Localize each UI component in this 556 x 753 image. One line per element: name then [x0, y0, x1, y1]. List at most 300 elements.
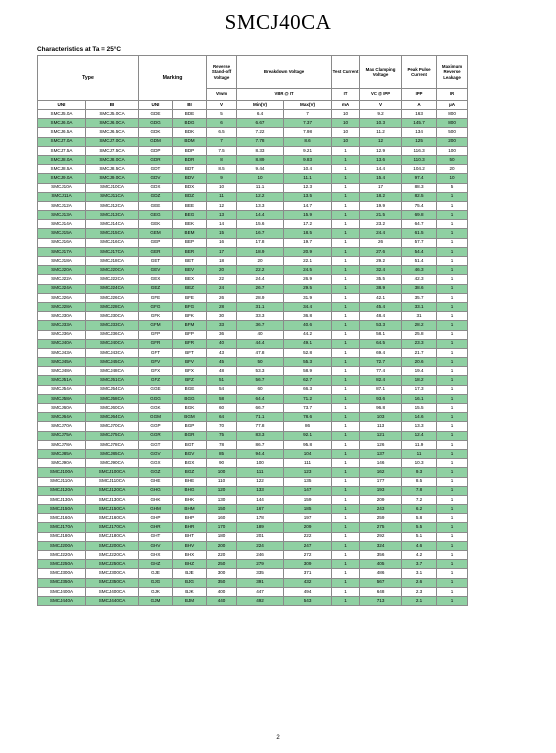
- table-cell: 10: [332, 110, 360, 119]
- table-cell: 494: [284, 587, 332, 596]
- table-cell: BJG: [173, 578, 207, 587]
- table-cell: 1: [332, 422, 360, 431]
- table-cell: 92.1: [284, 431, 332, 440]
- table-cell: 7.37: [284, 119, 332, 128]
- header-breakdown-voltage: Breakdown Voltage: [237, 56, 332, 89]
- table-cell: 50: [437, 155, 468, 164]
- table-cell: 40: [207, 339, 237, 348]
- table-cell: 209: [284, 523, 332, 532]
- table-row: [38, 339, 468, 348]
- table-cell: 47.8: [237, 348, 284, 357]
- unit-cell: BI: [173, 101, 207, 110]
- table-cell: 121: [360, 431, 402, 440]
- table-row: [38, 128, 468, 137]
- table-cell: 2.1: [402, 596, 437, 605]
- table-cell: 567: [360, 578, 402, 587]
- table-cell: 1: [437, 275, 468, 284]
- table-cell: 150: [207, 505, 237, 514]
- table-cell: 1: [332, 266, 360, 275]
- table-cell: 10: [332, 128, 360, 137]
- table-cell: 31.9: [284, 293, 332, 302]
- table-cell: SMCJ24CA: [86, 284, 139, 293]
- table-cell: 275: [360, 523, 402, 532]
- table-cell: 11.1: [237, 183, 284, 192]
- table-cell: 34.4: [284, 302, 332, 311]
- table-cell: 21.5: [360, 211, 402, 220]
- table-cell: 66.7: [237, 404, 284, 413]
- table-row: [38, 495, 468, 504]
- table-cell: BGE: [173, 385, 207, 394]
- table-cell: 45: [207, 358, 237, 367]
- table-cell: 36: [207, 330, 237, 339]
- table-cell: 8.5: [402, 477, 437, 486]
- header-clamping-voltage: Max Clamping Voltage: [360, 56, 402, 89]
- table-cell: 110: [207, 477, 237, 486]
- table-cell: 1: [332, 165, 360, 174]
- table-cell: BEG: [173, 211, 207, 220]
- table-cell: SMCJ54CA: [86, 385, 139, 394]
- table-cell: 77.8: [237, 422, 284, 431]
- table-cell: 1: [437, 551, 468, 560]
- table-cell: GDV: [139, 174, 173, 183]
- table-cell: BGX: [173, 459, 207, 468]
- table-cell: SMCJ40CA: [86, 339, 139, 348]
- table-cell: 120: [207, 486, 237, 495]
- table-cell: 82.4: [360, 376, 402, 385]
- table-cell: 70: [207, 422, 237, 431]
- table-cell: SMCJ14A: [38, 220, 86, 229]
- table-cell: 1: [437, 247, 468, 256]
- table-cell: 1: [332, 532, 360, 541]
- table-row: [38, 284, 468, 293]
- table-cell: 16: [207, 238, 237, 247]
- table-cell: 104: [284, 449, 332, 458]
- table-cell: SMCJ440CA: [86, 596, 139, 605]
- table-cell: 8.5: [207, 165, 237, 174]
- table-cell: SMCJ170CA: [86, 523, 139, 532]
- table-cell: 12: [207, 201, 237, 210]
- table-cell: SMCJ11A: [38, 192, 86, 201]
- table-cell: 52.8: [284, 348, 332, 357]
- table-cell: 3.7: [402, 560, 437, 569]
- table-cell: 28.9: [237, 293, 284, 302]
- table-cell: SMCJ36CA: [86, 330, 139, 339]
- table-cell: SMCJ100CA: [86, 468, 139, 477]
- table-cell: 23.2: [360, 220, 402, 229]
- table-cell: 1: [437, 560, 468, 569]
- table-cell: 1: [332, 201, 360, 210]
- table-cell: SMCJ12A: [38, 201, 86, 210]
- table-cell: GEZ: [139, 284, 173, 293]
- table-cell: SMCJ150A: [38, 505, 86, 514]
- table-row: [38, 404, 468, 413]
- table-row: [38, 229, 468, 238]
- table-cell: 20: [207, 266, 237, 275]
- table-cell: BEM: [173, 229, 207, 238]
- table-cell: SMCJ5.0CA: [86, 110, 139, 119]
- unit-cell: V: [207, 101, 237, 110]
- header-standoff-voltage: Reverse Stand-off Voltage: [207, 56, 237, 89]
- table-cell: 13: [207, 211, 237, 220]
- table-row: [38, 477, 468, 486]
- table-cell: BGG: [173, 394, 207, 403]
- table-cell: BFM: [173, 321, 207, 330]
- table-cell: 96.8: [360, 404, 402, 413]
- table-cell: 193: [360, 486, 402, 495]
- table-cell: 1: [437, 587, 468, 596]
- table-cell: SMCJ70CA: [86, 422, 139, 431]
- table-cell: 22: [207, 275, 237, 284]
- table-cell: 272: [284, 551, 332, 560]
- table-cell: 163: [402, 110, 437, 119]
- table-cell: GDR: [139, 155, 173, 164]
- table-cell: 1: [437, 302, 468, 311]
- table-cell: 28.2: [402, 321, 437, 330]
- table-cell: SMCJ48CA: [86, 367, 139, 376]
- table-cell: 6: [207, 119, 237, 128]
- page-number: 2: [276, 735, 280, 741]
- table-cell: 18: [207, 257, 237, 266]
- table-row: [38, 459, 468, 468]
- table-cell: BHX: [173, 551, 207, 560]
- table-cell: 1: [437, 385, 468, 394]
- table-cell: 200: [207, 541, 237, 550]
- table-row: [38, 514, 468, 523]
- table-cell: SMCJ7.0CA: [86, 137, 139, 146]
- table-cell: 24: [207, 284, 237, 293]
- table-row: [38, 578, 468, 587]
- table-row: [38, 146, 468, 155]
- table-cell: 1: [332, 174, 360, 183]
- table-cell: BFZ: [173, 376, 207, 385]
- table-cell: 86.7: [237, 440, 284, 449]
- table-cell: 18.2: [360, 192, 402, 201]
- table-cell: 185: [284, 505, 332, 514]
- table-cell: BFP: [173, 330, 207, 339]
- table-cell: 23.3: [402, 339, 437, 348]
- table-cell: SMCJ15A: [38, 229, 86, 238]
- table-cell: 17.8: [237, 238, 284, 247]
- table-cell: 1: [437, 422, 468, 431]
- table-cell: 8.89: [237, 155, 284, 164]
- table-cell: GHP: [139, 514, 173, 523]
- table-cell: SMCJ8.0A: [38, 155, 86, 164]
- table-cell: SMCJ220A: [38, 551, 86, 560]
- table-cell: 1: [437, 284, 468, 293]
- table-cell: 75: [207, 431, 237, 440]
- table-cell: SMCJ45CA: [86, 358, 139, 367]
- table-cell: BHP: [173, 514, 207, 523]
- table-cell: 1: [332, 449, 360, 458]
- table-cell: 220: [207, 551, 237, 560]
- table-cell: 292: [360, 532, 402, 541]
- table-cell: 167: [237, 505, 284, 514]
- table-cell: SMCJ43CA: [86, 348, 139, 357]
- table-cell: SMCJ110CA: [86, 477, 139, 486]
- table-cell: SMCJ17CA: [86, 247, 139, 256]
- table-cell: 135: [284, 477, 332, 486]
- table-cell: SMCJ85A: [38, 449, 86, 458]
- table-cell: 4.6: [402, 541, 437, 550]
- table-cell: BEP: [173, 238, 207, 247]
- table-cell: 77.4: [360, 367, 402, 376]
- table-cell: 33.3: [237, 312, 284, 321]
- table-cell: 1: [437, 312, 468, 321]
- table-cell: 29.5: [284, 284, 332, 293]
- table-cell: 11.2: [360, 128, 402, 137]
- table-cell: 7.2: [402, 495, 437, 504]
- table-cell: SMCJ300A: [38, 569, 86, 578]
- characteristics-table: [37, 55, 468, 606]
- table-cell: BEV: [173, 266, 207, 275]
- table-cell: 58.1: [360, 330, 402, 339]
- table-cell: GGZ: [139, 468, 173, 477]
- table-cell: SMCJ180A: [38, 532, 86, 541]
- unit-cell: mA: [332, 101, 360, 110]
- table-cell: 6.5: [207, 128, 237, 137]
- table-cell: 14.7: [284, 201, 332, 210]
- table-cell: SMCJ7.0A: [38, 137, 86, 146]
- table-row: [38, 394, 468, 403]
- table-cell: SMCJ36A: [38, 330, 86, 339]
- table-cell: 12.3: [284, 183, 332, 192]
- header-marking: Marking: [139, 56, 207, 101]
- table-cell: 73.7: [284, 404, 332, 413]
- table-row: [38, 192, 468, 201]
- table-cell: 53.3: [360, 321, 402, 330]
- table-row: [38, 137, 468, 146]
- table-cell: 1: [437, 220, 468, 229]
- table-cell: 180: [207, 532, 237, 541]
- table-cell: 137: [360, 449, 402, 458]
- table-cell: BDG: [173, 119, 207, 128]
- table-cell: 1: [437, 321, 468, 330]
- table-cell: 9: [207, 174, 237, 183]
- table-cell: SMCJ48A: [38, 367, 86, 376]
- table-cell: BGZ: [173, 468, 207, 477]
- table-row: [38, 413, 468, 422]
- table-cell: 58.9: [284, 367, 332, 376]
- table-cell: 13.5: [284, 192, 332, 201]
- table-cell: 1: [332, 330, 360, 339]
- table-row: [38, 119, 468, 128]
- table-cell: 15: [207, 229, 237, 238]
- table-cell: 400: [207, 587, 237, 596]
- table-cell: 1: [437, 358, 468, 367]
- table-cell: GDK: [139, 128, 173, 137]
- table-cell: 1: [332, 596, 360, 605]
- table-cell: 48: [207, 367, 237, 376]
- table-cell: BGV: [173, 449, 207, 458]
- table-cell: 1: [437, 201, 468, 210]
- table-cell: 1: [332, 211, 360, 220]
- table-cell: SMCJ60A: [38, 404, 86, 413]
- table-cell: GGK: [139, 404, 173, 413]
- table-cell: GDE: [139, 110, 173, 119]
- table-cell: BGT: [173, 440, 207, 449]
- table-cell: BHT: [173, 532, 207, 541]
- table-cell: 1: [437, 266, 468, 275]
- table-cell: 83.3: [237, 431, 284, 440]
- table-cell: 31.1: [237, 302, 284, 311]
- table-cell: SMCJ90CA: [86, 459, 139, 468]
- table-cell: 40: [237, 330, 284, 339]
- table-cell: 111: [237, 468, 284, 477]
- table-cell: SMCJ130CA: [86, 495, 139, 504]
- table-cell: 222: [284, 532, 332, 541]
- table-cell: 648: [360, 587, 402, 596]
- table-cell: 15.9: [284, 211, 332, 220]
- symbol-vrwm: Vrwm: [207, 89, 237, 101]
- table-cell: 97.4: [402, 174, 437, 183]
- table-cell: GJG: [139, 578, 173, 587]
- table-cell: 126: [360, 440, 402, 449]
- table-cell: 10.3: [402, 459, 437, 468]
- table-cell: 1: [437, 440, 468, 449]
- table-cell: 1: [437, 367, 468, 376]
- table-cell: 1: [437, 532, 468, 541]
- table-cell: 11: [207, 192, 237, 201]
- table-cell: 492: [237, 596, 284, 605]
- table-cell: 20.6: [402, 358, 437, 367]
- table-cell: GEX: [139, 275, 173, 284]
- table-cell: 85: [207, 449, 237, 458]
- table-cell: 6.4: [237, 110, 284, 119]
- table-cell: SMCJ15CA: [86, 229, 139, 238]
- table-cell: 1: [437, 486, 468, 495]
- table-cell: 1: [437, 477, 468, 486]
- table-cell: SMCJ51CA: [86, 376, 139, 385]
- table-cell: SMCJ26CA: [86, 293, 139, 302]
- table-cell: 1: [437, 211, 468, 220]
- table-cell: BHE: [173, 477, 207, 486]
- table-cell: 88.3: [402, 183, 437, 192]
- table-cell: 1: [332, 257, 360, 266]
- table-cell: GJM: [139, 596, 173, 605]
- table-cell: 543: [284, 596, 332, 605]
- table-cell: SMCJ70A: [38, 422, 86, 431]
- table-cell: 200: [437, 137, 468, 146]
- table-cell: SMCJ20A: [38, 266, 86, 275]
- table-cell: GHE: [139, 477, 173, 486]
- table-cell: 55.3: [284, 358, 332, 367]
- table-cell: 147: [284, 486, 332, 495]
- table-cell: 1: [437, 514, 468, 523]
- table-cell: 35.5: [360, 275, 402, 284]
- table-row: [38, 220, 468, 229]
- table-cell: SMCJ64CA: [86, 413, 139, 422]
- table-cell: BJM: [173, 596, 207, 605]
- table-cell: SMCJ51A: [38, 376, 86, 385]
- table-row: [38, 211, 468, 220]
- table-cell: 800: [437, 119, 468, 128]
- table-cell: GGM: [139, 413, 173, 422]
- table-cell: 335: [237, 569, 284, 578]
- table-cell: 32.4: [360, 266, 402, 275]
- table-cell: 1: [437, 192, 468, 201]
- table-cell: GFP: [139, 330, 173, 339]
- table-cell: BEX: [173, 275, 207, 284]
- table-cell: BHK: [173, 495, 207, 504]
- table-cell: 14.4: [360, 165, 402, 174]
- table-cell: BER: [173, 247, 207, 256]
- table-cell: 10: [207, 183, 237, 192]
- table-cell: BHM: [173, 505, 207, 514]
- table-cell: BFG: [173, 302, 207, 311]
- table-cell: 61.5: [402, 229, 437, 238]
- table-cell: 1: [332, 495, 360, 504]
- table-cell: 1: [332, 192, 360, 201]
- table-cell: SMCJ30A: [38, 312, 86, 321]
- table-cell: SMCJ12CA: [86, 201, 139, 210]
- table-cell: 1: [332, 339, 360, 348]
- table-cell: 1: [332, 293, 360, 302]
- table-cell: 8: [207, 155, 237, 164]
- table-row: [38, 348, 468, 357]
- table-cell: 13.3: [402, 422, 437, 431]
- table-cell: SMCJ30CA: [86, 312, 139, 321]
- table-cell: SMCJ350A: [38, 578, 86, 587]
- table-cell: 1: [332, 385, 360, 394]
- table-cell: 1: [332, 486, 360, 495]
- table-cell: 1: [332, 302, 360, 311]
- table-cell: BFE: [173, 293, 207, 302]
- table-cell: 125: [402, 137, 437, 146]
- table-cell: 60: [237, 385, 284, 394]
- table-cell: 356: [360, 551, 402, 560]
- table-cell: SMCJ14CA: [86, 220, 139, 229]
- table-cell: 30: [207, 312, 237, 321]
- table-cell: SMCJ400A: [38, 587, 86, 596]
- table-cell: GHT: [139, 532, 173, 541]
- table-cell: BGR: [173, 431, 207, 440]
- table-cell: 56.7: [237, 376, 284, 385]
- table-cell: 57.7: [402, 238, 437, 247]
- table-cell: SMCJ13A: [38, 211, 86, 220]
- table-cell: 162: [360, 468, 402, 477]
- table-cell: 38.6: [402, 284, 437, 293]
- table-cell: 134: [402, 128, 437, 137]
- table-cell: 86: [284, 422, 332, 431]
- table-cell: 33: [207, 321, 237, 330]
- table-cell: 130: [207, 495, 237, 504]
- table-cell: 19.7: [284, 238, 332, 247]
- table-cell: GDP: [139, 146, 173, 155]
- table-cell: SMCJ180CA: [86, 532, 139, 541]
- table-cell: 78: [207, 440, 237, 449]
- table-cell: 1: [332, 312, 360, 321]
- table-cell: SMCJ7.5CA: [86, 146, 139, 155]
- table-cell: SMCJ60CA: [86, 404, 139, 413]
- table-cell: 1: [332, 220, 360, 229]
- table-cell: 64: [207, 413, 237, 422]
- table-cell: SMCJ8.5CA: [86, 165, 139, 174]
- table-cell: 1: [332, 505, 360, 514]
- table-row: [38, 312, 468, 321]
- header-type: Type: [38, 56, 139, 101]
- table-row: [38, 201, 468, 210]
- table-cell: GGX: [139, 459, 173, 468]
- table-row: [38, 486, 468, 495]
- table-row: [38, 523, 468, 532]
- table-cell: GGP: [139, 422, 173, 431]
- table-cell: 51: [207, 376, 237, 385]
- table-cell: SMCJ75A: [38, 431, 86, 440]
- table-row: [38, 468, 468, 477]
- table-cell: 1: [437, 413, 468, 422]
- table-cell: GEE: [139, 201, 173, 210]
- table-cell: GDG: [139, 119, 173, 128]
